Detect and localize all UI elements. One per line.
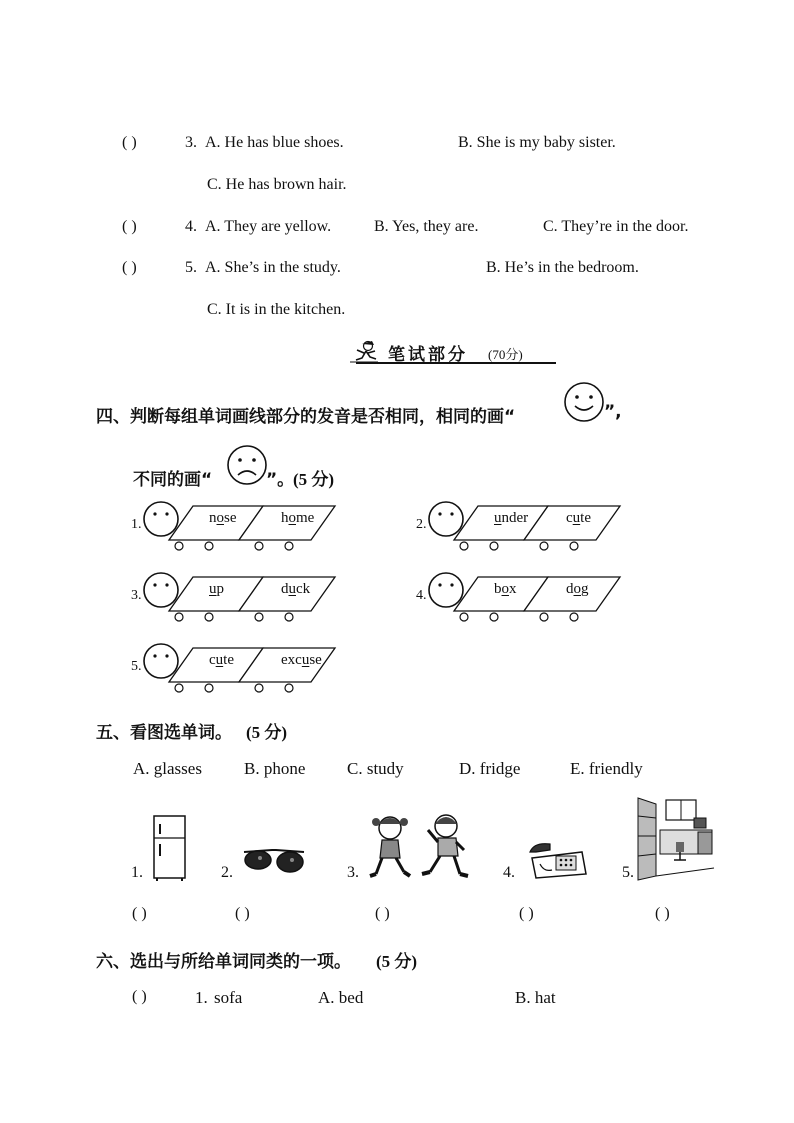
underlined-letter: o (573, 581, 581, 597)
word-part: d (281, 581, 289, 597)
train-drawing (141, 500, 351, 552)
option-b: B. He’s in the bedroom. (486, 259, 639, 276)
underlined-letter: u (215, 652, 224, 668)
answer-blank[interactable]: ( ) (132, 905, 147, 922)
option-a: A. bed (318, 988, 364, 1007)
item-number: 2. (416, 517, 427, 532)
word-2 (566, 510, 591, 527)
wheel (205, 684, 213, 692)
wheel (490, 613, 498, 621)
answer-blank[interactable]: ( ) (132, 988, 147, 1005)
answer-face[interactable] (144, 502, 178, 536)
word-1 (209, 581, 224, 598)
face-eye (165, 654, 168, 657)
word-part: d (566, 581, 574, 597)
word-2 (281, 652, 322, 669)
face-eye (153, 512, 156, 515)
item-number: 4. (185, 218, 197, 235)
word-2 (566, 581, 589, 598)
wheel (460, 613, 468, 621)
option-b: B. hat (515, 988, 556, 1007)
option-phone: B. phone (244, 759, 306, 778)
item-number: 5. (185, 259, 197, 276)
underlined-letter: u (494, 510, 502, 526)
picture-number: 1. (131, 864, 143, 881)
item-number: 1. (195, 988, 208, 1007)
word-part: g (581, 581, 589, 597)
answer-blank[interactable]: ( ) (519, 905, 534, 922)
word-part: n (209, 510, 217, 526)
option-b: B. She is my baby sister. (458, 134, 616, 151)
option-a: A. He has blue shoes. (205, 134, 344, 151)
word-part: te (223, 652, 234, 668)
study-room-icon (636, 796, 716, 882)
option-fridge: D. fridge (459, 759, 521, 778)
word-part: se (224, 510, 237, 526)
word-part: c (209, 652, 216, 668)
item-number: 5. (131, 659, 142, 674)
section6-heading: 六、选出与所给单词同类的一项。 (96, 952, 351, 972)
item-number: 1. (131, 517, 142, 532)
word-part: exc (281, 652, 302, 668)
face-eye (165, 583, 168, 586)
face-eye (438, 512, 441, 515)
face-eye (153, 583, 156, 586)
glasses-icon (242, 844, 306, 878)
train-drawing (141, 571, 351, 623)
word-part: te (580, 510, 591, 526)
word-part: b (494, 581, 502, 597)
underlined-letter: o (216, 510, 224, 526)
picture-number: 3. (347, 864, 359, 881)
wheel (570, 542, 578, 550)
heading-line2: 不同的画“ (133, 470, 213, 490)
wheel (460, 542, 468, 550)
word-1 (209, 652, 234, 669)
answer-blank[interactable]: ( ) (122, 134, 137, 151)
word-part: nder (501, 510, 529, 526)
picture-number: 2. (221, 864, 233, 881)
wheel (285, 542, 293, 550)
given-word: sofa (214, 988, 243, 1007)
face-eye (438, 583, 441, 586)
wheel (205, 542, 213, 550)
option-a: A. She’s in the study. (205, 259, 341, 276)
wheel (255, 684, 263, 692)
word-part: se (309, 652, 322, 668)
option-glasses: A. glasses (133, 759, 202, 778)
word-1 (494, 581, 517, 598)
word-part: h (281, 510, 289, 526)
word-part: c (566, 510, 573, 526)
wheel (540, 613, 548, 621)
word-1 (494, 510, 528, 527)
option-c: C. He has brown hair. (207, 176, 347, 193)
wheel (570, 613, 578, 621)
heading-line2-end: ”。 (266, 470, 295, 490)
answer-blank[interactable]: ( ) (122, 218, 137, 235)
wheel (540, 542, 548, 550)
written-section-title (348, 340, 556, 366)
section5-heading: 五、看图选单词。 (96, 723, 232, 743)
underlined-letter: u (301, 652, 310, 668)
answer-blank[interactable]: ( ) (655, 905, 670, 922)
wheel (255, 613, 263, 621)
picture-number: 5. (622, 864, 634, 881)
item-number: 4. (416, 588, 427, 603)
option-study: C. study (347, 759, 404, 778)
wheel (285, 684, 293, 692)
section-points: (5 分) (293, 470, 335, 489)
word-2 (281, 510, 314, 527)
smile-face-icon (563, 381, 605, 423)
answer-face[interactable] (429, 502, 463, 536)
picture-number: 4. (503, 864, 515, 881)
word-part: me (296, 510, 315, 526)
section-points: (5 分) (246, 723, 288, 742)
wheel (490, 542, 498, 550)
word-part: x (509, 581, 517, 597)
underlined-letter: u (572, 510, 581, 526)
underlined-letter: u (288, 581, 296, 597)
underlined-letter: u (209, 581, 217, 597)
wheel (285, 613, 293, 621)
option-a: A. They are yellow. (205, 218, 332, 235)
option-c: C. They’re in the door. (543, 218, 689, 235)
fridge-icon (152, 814, 188, 882)
answer-blank[interactable]: ( ) (122, 259, 137, 276)
answer-blank[interactable]: ( ) (375, 905, 390, 922)
option-b: B. Yes, they are. (374, 218, 479, 235)
word-part: ck (296, 581, 311, 597)
train-drawing (426, 571, 636, 623)
item-number: 3. (185, 134, 197, 151)
option-friendly: E. friendly (570, 759, 643, 778)
friendly-kids-icon (368, 812, 476, 882)
face-eye (153, 654, 156, 657)
underlined-letter: o (501, 581, 509, 597)
item-number: 3. (131, 588, 142, 603)
sad-face-icon (226, 444, 268, 486)
heading-quote-close: ”, (604, 402, 622, 422)
wheel (175, 542, 183, 550)
option-c: C. It is in the kitchen. (207, 301, 346, 318)
section-score: (70分) (488, 347, 523, 362)
answer-blank[interactable]: ( ) (235, 905, 250, 922)
wheel (175, 684, 183, 692)
wheel (255, 542, 263, 550)
face-eye (165, 512, 168, 515)
word-2 (281, 581, 310, 598)
answer-face[interactable] (429, 573, 463, 607)
section-points: (5 分) (376, 952, 418, 971)
wheel (175, 613, 183, 621)
face-eye (450, 583, 453, 586)
word-1 (209, 510, 237, 527)
phone-icon (526, 838, 588, 880)
section-title: 笔试部分 (388, 345, 468, 365)
face-eye (450, 512, 453, 515)
answer-face[interactable] (144, 644, 178, 678)
underlined-letter: o (288, 510, 296, 526)
wheel (205, 613, 213, 621)
heading-text: 四、判断每组单词画线部分的发音是否相同，相同的画“ (96, 407, 516, 427)
word-part: p (216, 581, 224, 597)
answer-face[interactable] (144, 573, 178, 607)
train-drawing (426, 500, 636, 552)
